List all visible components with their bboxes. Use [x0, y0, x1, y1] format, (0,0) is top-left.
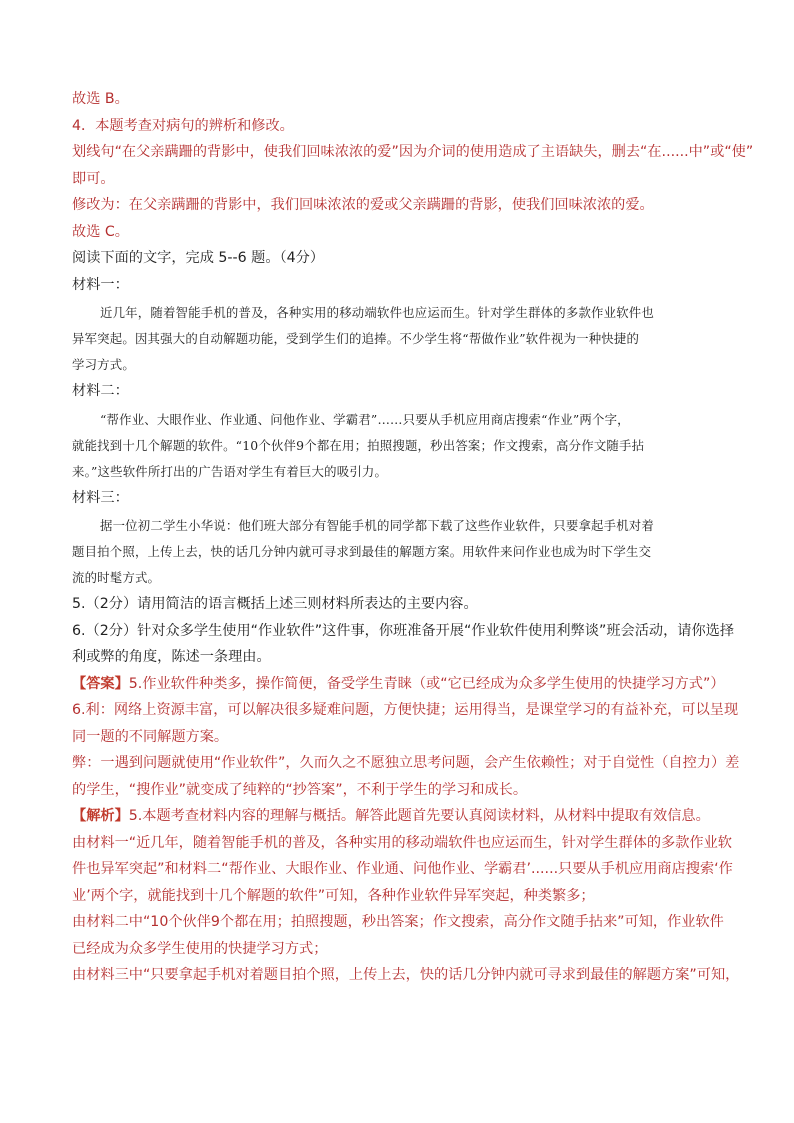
q4-revision: 修改为：在父亲蹒跚的背影中，我们回味浓浓的爱或父亲蹒跚的背影，使我们回味浓浓的爱。 [72, 197, 654, 213]
analysis-line-1: 由材料一“近几年，随着智能手机的普及，各种实用的移动端软件也应运而生，针对学生群体的多款作业软 [72, 834, 732, 851]
reading-instruction: 阅读下面的文字，完成 5--6 题。（4分） [72, 250, 325, 266]
material-2-title: 材料二： [72, 383, 129, 399]
q4-choice: 故选 C。 [72, 223, 129, 240]
analysis-5-text: 5.本题考查材料内容的理解与概括。解答此题首先要认真阅读材料，从材料中提取有效信息。 [128, 808, 710, 824]
answer-6-con-cont: 的学生，“搜作业”就变成了纯粹的“抄答案”，不利于学生的学习和成长。 [72, 781, 528, 798]
material-2-line-3: 来。”这些软件所打出的广告语对学生有着巨大的吸引力。 [72, 463, 388, 479]
answer-5 [72, 673, 732, 695]
answer-6-pro-cont: 同一题的不同解题方案。 [72, 728, 229, 745]
analysis-line-3: 业’两个字，就能找到十几个解题的软件”可知，各种作业软件异军突起，种类繁多； [72, 887, 595, 904]
material-2-line-1: “帮作业、大眼作业、作业通、问他作业、学霸君”……只要从手机应用商店搜索“作业”两个字， [100, 411, 630, 427]
answer-label: 【答案】 [72, 675, 129, 692]
q4-heading: 4．本题考查对病句的辨析和修改。 [72, 117, 294, 134]
material-3-line-3: 流的时髦方式。 [72, 570, 161, 585]
question-5: 5.（2分）请用简洁的语言概括上述三则材料所表达的主要内容。 [72, 596, 478, 612]
question-6-cont: 利或弊的角度，陈述一条理由。 [72, 649, 271, 665]
q4-explanation: 划线句“在父亲蹒跚的背影中，使我们回味浓浓的爱”因为介词的使用造成了主语缺失，删去“在......中”或“使” [72, 144, 754, 160]
question-6: 6.（2分）针对众多学生使用“作业软件”这件事，你班准备开展“作业软件使用利弊谈”班会活动，请你选择 [72, 622, 735, 639]
analysis-line-6: 由材料三中“只要拿起手机对着题目拍个照，上传上去，快的话几分钟内就可寻求到最佳的解题方案”可知， [72, 967, 740, 983]
analysis-line-4: 由材料二中“10个伙伴9个都在用；拍照搜题，秒出答案；作文搜索，高分作文随手拈来”可知，作业软件 [72, 914, 724, 930]
material-3-title: 材料三： [72, 489, 129, 506]
analysis-label: 【解析】 [72, 808, 129, 824]
document-page [72, 88, 754, 991]
analysis-line-5: 已经成为众多学生使用的快捷学习方式； [72, 940, 328, 957]
answer-6-pro: 6.利：网络上资源丰富，可以解决很多疑难问题，方便快捷；运用得当，是课堂学习的有益补充，可以呈现 [72, 702, 739, 718]
material-1-line-2: 异军突起。因其强大的自动解题功能，受到学生们的追捧。不少学生将“帮做作业”软件视为一种快捷的 [72, 331, 640, 346]
answer-line-4-choice: 故选 B。 [72, 91, 129, 107]
material-2-line-2: 就能找到十几个解题的软件。“10个伙伴9个都在用；拍照搜题，秒出答案；作文搜索，高分作文随手拈 [72, 437, 645, 453]
material-1-line-1: 近几年，随着智能手机的普及，各种实用的移动端软件也应运而生。针对学生群体的多款作业软件也 [100, 305, 654, 320]
material-3-line-1: 据一位初二学生小华说：他们班大部分有智能手机的同学都下载了这些作业软件，只要拿起手机对着 [100, 518, 654, 533]
material-1-title: 材料一： [72, 276, 129, 293]
material-3-line-2: 题目拍个照，上传上去，快的话几分钟内就可寻求到最佳的解题方案。用软件来问作业也成为时下学生交 [72, 544, 652, 559]
answer-5-text: 5.作业软件种类多，操作简便，备受学生青睐（或“它已经成为众多学生使用的快捷学习方式”） [128, 675, 725, 692]
answer-6-con: 弊：一遇到问题就使用“作业软件”，久而久之不愿独立思考问题，会产生依赖性；对于自觉性（自控力）差 [72, 755, 740, 771]
q4-explanation-cont: 即可。 [72, 170, 115, 187]
analysis-5 [72, 805, 732, 827]
material-1-line-3: 学习方式。 [72, 357, 135, 372]
analysis-line-2: 件也异军突起”和材料二“帮作业、大眼作业、作业通、问他作业、学霸君’......只要从手机应用商店搜索‘作 [72, 861, 733, 877]
